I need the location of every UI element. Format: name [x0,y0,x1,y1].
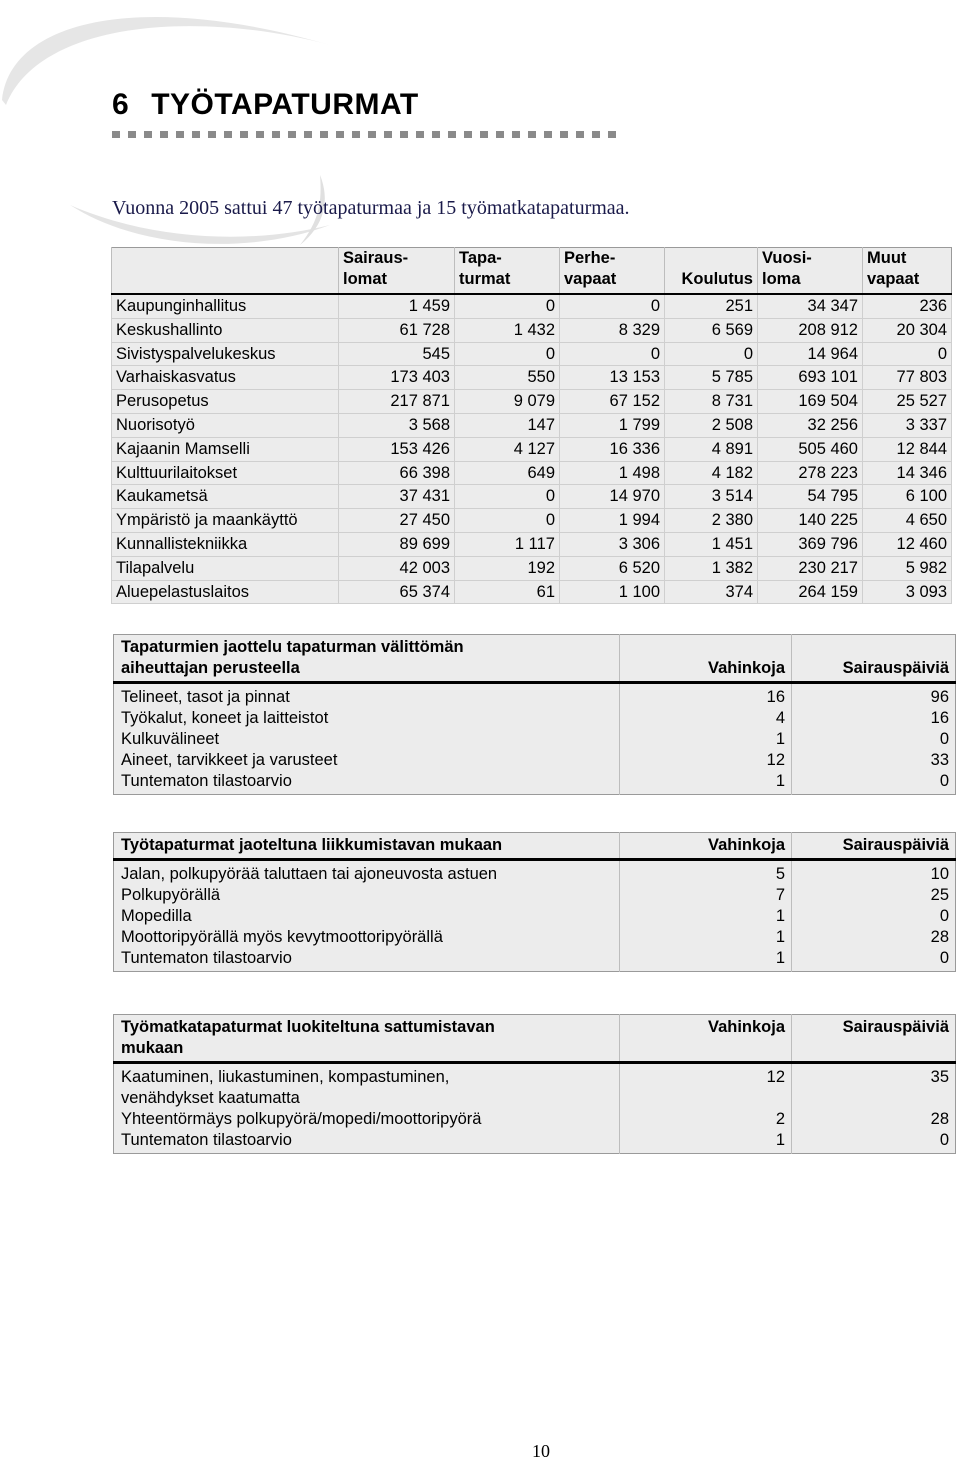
table-cell: Kajaanin Mamselli [112,437,339,461]
col-header-sick-days: Sairauspäiviä [792,635,956,683]
table-cell: 1 [620,948,792,972]
col-header-unit [112,248,339,295]
table-cell: 0 [792,771,956,795]
table-cell: 278 223 [758,461,863,485]
table-cell: 77 803 [863,366,952,390]
table-cell: 0 [455,342,560,366]
table-cell: Nuorisotyö [112,413,339,437]
section-number: 6 [112,88,130,121]
table-cell: 25 527 [863,390,952,414]
table-row [114,1109,956,1130]
table-cell: 5 785 [665,366,758,390]
table-header-row [114,833,956,860]
table-cell: 0 [863,342,952,366]
table-cell: 12 [620,750,792,771]
table-cell: 1 994 [560,509,665,533]
table-cell: 153 426 [339,437,455,461]
col-header-family-leave: Perhe- vapaat [560,248,665,295]
table-cell: 1 [620,771,792,795]
table-cell: 1 382 [665,556,758,580]
table-cell: 1 [620,1130,792,1154]
table-cell: Tuntematon tilastoarvio [121,949,292,967]
table-cell: 16 336 [560,437,665,461]
mover-table-title: Työtapaturmat jaoteltuna liikkumistavan mukaan [114,833,620,860]
cause-table [113,634,956,795]
table-cell: 1 [620,906,792,927]
table-cell: 1 100 [560,580,665,604]
table-cell: 0 [792,729,956,750]
table-cell: 4 650 [863,509,952,533]
table-cell: 230 217 [758,556,863,580]
table-cell: Varhaiskasvatus [112,366,339,390]
table-cell: 16 [792,708,956,729]
table-row [112,390,952,414]
table-cell: 147 [455,413,560,437]
table-cell: 369 796 [758,532,863,556]
table-cell: 13 153 [560,366,665,390]
table-cell: 12 460 [863,532,952,556]
page-title [112,88,419,122]
table-cell: 1 498 [560,461,665,485]
col-header-sick-leave: Sairaus- lomat [339,248,455,295]
table-cell: 7 [620,885,792,906]
table-cell: 32 256 [758,413,863,437]
table-cell: 4 891 [665,437,758,461]
table-cell: Tuntematon tilastoarvio [121,1131,292,1149]
table-cell: 264 159 [758,580,863,604]
table-cell: 8 329 [560,318,665,342]
table-cell: 505 460 [758,437,863,461]
table-row [114,1063,956,1110]
col-header-accidents: Tapa- turmat [455,248,560,295]
table-cell: 54 795 [758,485,863,509]
table-cell: 208 912 [758,318,863,342]
table-cell: 35 [792,1063,956,1110]
table-cell: Työkalut, koneet ja laitteistot [121,709,329,727]
table-cell: 4 [620,708,792,729]
table-row [114,885,956,906]
table-cell: 3 568 [339,413,455,437]
table-row [112,342,952,366]
table-cell: 3 514 [665,485,758,509]
col-header-sick-days: Sairauspäiviä [792,1015,956,1063]
table-row [114,683,956,709]
page-number: 10 [532,1441,550,1461]
table-cell: 65 374 [339,580,455,604]
table-cell: Keskushallinto [112,318,339,342]
table-row [112,366,952,390]
table-row [114,750,956,771]
table-cell: 374 [665,580,758,604]
table-cell: 649 [455,461,560,485]
table-cell: 20 304 [863,318,952,342]
table-cell: 8 731 [665,390,758,414]
table-row [114,708,956,729]
table-cell: Telineet, tasot ja pinnat [121,688,290,706]
table-cell: 693 101 [758,366,863,390]
table-row [114,729,956,750]
table-cell: 545 [339,342,455,366]
table-cell: 28 [792,927,956,948]
table-cell: 12 844 [863,437,952,461]
table-cell: Mopedilla [121,907,192,925]
intro-text: Vuonna 2005 sattui 47 työtapaturmaa ja 15 työmatkatapaturmaa. [112,197,630,219]
col-header-sick-days: Sairauspäiviä [792,833,956,860]
table-row [114,948,956,972]
table-cell: 251 [665,294,758,318]
table-row [112,294,952,318]
table-cell: 6 569 [665,318,758,342]
table-cell: 25 [792,885,956,906]
table-cell: 0 [455,294,560,318]
table-cell: Aineet, tarvikkeet ja varusteet [121,751,338,769]
table-row [114,771,956,795]
table-cell: 0 [792,906,956,927]
table-row [114,1130,956,1154]
col-header-damages: Vahinkoja [620,833,792,860]
section-title: TYÖTAPATURMAT [151,88,419,121]
absence-table [111,247,952,604]
table-row [112,556,952,580]
table-cell: 4 182 [665,461,758,485]
col-header-annual-leave: Vuosi- loma [758,248,863,295]
table-cell: 140 225 [758,509,863,533]
table-cell: 1 432 [455,318,560,342]
table-cell: 0 [792,1130,956,1154]
table-cell: 14 964 [758,342,863,366]
table-cell: 67 152 [560,390,665,414]
table-cell: Aluepelastuslaitos [112,580,339,604]
table-cell: 66 398 [339,461,455,485]
table-cell: 0 [560,342,665,366]
commute-table-title: Työmatkatapaturmat luokiteltuna sattumistavan mukaan [114,1015,620,1063]
table-cell: 192 [455,556,560,580]
table-cell: 1 [620,927,792,948]
table-cell: 27 450 [339,509,455,533]
table-cell: 34 347 [758,294,863,318]
table-cell: 236 [863,294,952,318]
table-cell: 14 346 [863,461,952,485]
table-cell: 42 003 [339,556,455,580]
col-header-damages: Vahinkoja [620,1015,792,1063]
table-cell: 0 [792,948,956,972]
table-cell: 33 [792,750,956,771]
table-cell: 2 508 [665,413,758,437]
table-cell: 12 [620,1063,792,1110]
table-cell: 3 306 [560,532,665,556]
table-row [112,509,952,533]
table-cell: 169 504 [758,390,863,414]
table-cell: 0 [665,342,758,366]
table-cell: 0 [455,509,560,533]
decorative-swoosh [0,0,420,260]
table-cell: 217 871 [339,390,455,414]
dotted-rule [112,131,618,138]
table-row [112,437,952,461]
table-cell: Ympäristö ja maankäyttö [112,509,339,533]
table-cell: 1 799 [560,413,665,437]
table-row [114,860,956,886]
table-cell: Kulkuvälineet [121,730,220,748]
table-cell: 1 451 [665,532,758,556]
table-cell: 2 [620,1109,792,1130]
table-row [112,485,952,509]
table-cell: 1 [620,729,792,750]
table-cell: 5 [620,860,792,886]
commute-table [113,1014,956,1154]
table-cell: 0 [455,485,560,509]
table-cell: Sivistyspalvelukeskus [112,342,339,366]
table-header-row [114,635,956,683]
table-cell: Kunnallistekniikka [112,532,339,556]
table-cell: 89 699 [339,532,455,556]
table-header-row [114,1015,956,1063]
table-cell: 6 100 [863,485,952,509]
table-cell: Kulttuurilaitokset [112,461,339,485]
table-cell: 9 079 [455,390,560,414]
table-cell: 16 [620,683,792,709]
col-header-other-leave: Muut vapaat [863,248,952,295]
col-header-damages: Vahinkoja [620,635,792,683]
table-row [112,532,952,556]
table-cell: 3 337 [863,413,952,437]
table-cell: 61 [455,580,560,604]
table-cell: Kaukametsä [112,485,339,509]
col-header-training: Koulutus [665,248,758,295]
table-cell: Polkupyörällä [121,886,221,904]
table-cell: Yhteentörmäys polkupyörä/mopedi/moottoripyörä [121,1110,482,1128]
table-row [114,906,956,927]
table-cell: 173 403 [339,366,455,390]
table-cell: 10 [792,860,956,886]
table-row [112,318,952,342]
table-cell: 5 982 [863,556,952,580]
cause-table-title: Tapaturmien jaottelu tapaturman välittömän aiheuttajan perusteella [114,635,620,683]
table-cell: 28 [792,1109,956,1130]
table-cell: 0 [560,294,665,318]
table-row [112,413,952,437]
table-cell: Kaatuminen, liukastuminen, kompastuminen, venähdykset kaatumatta [121,1068,450,1107]
table-cell: Jalan, polkupyörää taluttaen tai ajoneuvosta astuen [121,865,498,883]
table-cell: 6 520 [560,556,665,580]
table-cell: 1 117 [455,532,560,556]
table-cell: Tuntematon tilastoarvio [121,772,292,790]
table-cell: 37 431 [339,485,455,509]
table-cell: Kaupunginhallitus [112,294,339,318]
table-header-row [112,248,952,295]
table-row [112,461,952,485]
table-row [112,580,952,604]
table-row [114,927,956,948]
mover-table [113,832,956,972]
table-cell: 14 970 [560,485,665,509]
table-cell: 96 [792,683,956,709]
table-cell: 2 380 [665,509,758,533]
table-cell: Moottoripyörällä myös kevytmoottoripyörällä [121,928,443,946]
table-cell: 1 459 [339,294,455,318]
table-cell: 4 127 [455,437,560,461]
table-cell: 61 728 [339,318,455,342]
table-cell: Tilapalvelu [112,556,339,580]
table-cell: 550 [455,366,560,390]
table-cell: Perusopetus [112,390,339,414]
table-cell: 3 093 [863,580,952,604]
